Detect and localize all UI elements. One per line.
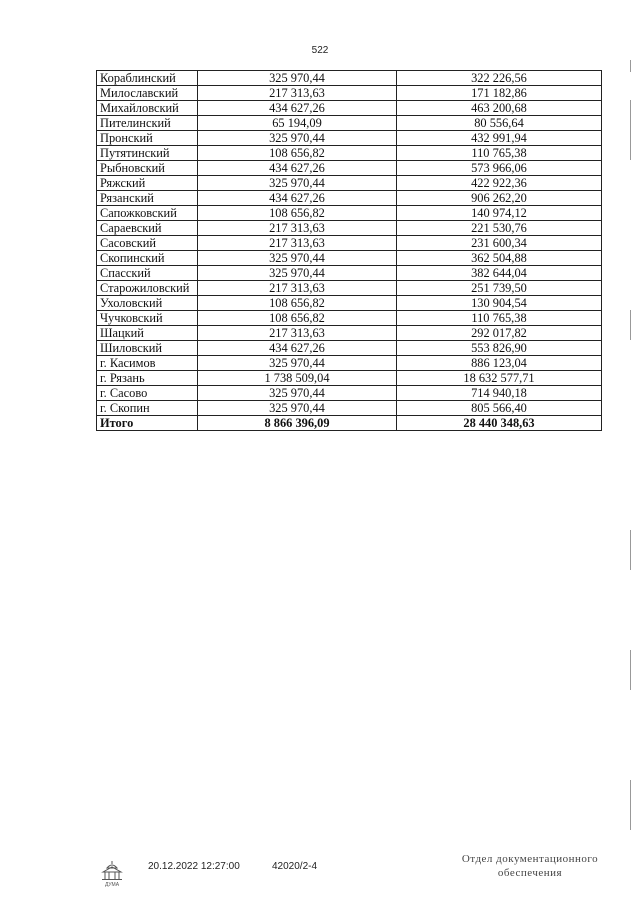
district-name: Скопинский (97, 251, 198, 266)
value-1: 325 970,44 (198, 266, 397, 281)
department-stamp (440, 852, 620, 880)
table-row (97, 191, 602, 206)
value-2: 714 940,18 (397, 386, 602, 401)
document-number: 42020/2-4 (272, 861, 318, 872)
value-1: 434 627,26 (198, 101, 397, 116)
table-row (97, 326, 602, 341)
district-name: г. Скопин (97, 401, 198, 416)
value-1: 108 656,82 (198, 146, 397, 161)
value-1: 434 627,26 (198, 161, 397, 176)
value-2: 110 765,38 (397, 146, 602, 161)
value-2: 382 644,04 (397, 266, 602, 281)
value-1: 217 313,63 (198, 86, 397, 101)
table-row (97, 236, 602, 251)
value-1: 325 970,44 (198, 386, 397, 401)
value-2: 573 966,06 (397, 161, 602, 176)
table-row (97, 161, 602, 176)
district-name: Рыбновский (97, 161, 198, 176)
value-1: 108 656,82 (198, 311, 397, 326)
value-1: 217 313,63 (198, 221, 397, 236)
table-row (97, 131, 602, 146)
value-1: 1 738 509,04 (198, 371, 397, 386)
table-row (97, 71, 602, 86)
district-name: Ряжский (97, 176, 198, 191)
district-name: Ухоловский (97, 296, 198, 311)
value-2: 906 262,20 (397, 191, 602, 206)
district-name: Сараевский (97, 221, 198, 236)
value-2: 140 974,12 (397, 206, 602, 221)
table-row (97, 116, 602, 131)
value-2: 130 904,54 (397, 296, 602, 311)
stamp-line-2: обеспечения (497, 867, 563, 879)
value-1: 325 970,44 (198, 71, 397, 86)
district-name: г. Касимов (97, 356, 198, 371)
value-2: 251 739,50 (397, 281, 602, 296)
table-row (97, 371, 602, 386)
table-row (97, 251, 602, 266)
district-name: Шацкий (97, 326, 198, 341)
scan-edge-marks (628, 60, 634, 840)
table-row (97, 356, 602, 371)
district-name: Пителинский (97, 116, 198, 131)
value-2: 432 991,94 (397, 131, 602, 146)
table-row (97, 176, 602, 191)
district-name: Сасовский (97, 236, 198, 251)
table-body (97, 71, 602, 431)
district-name: г. Сасово (97, 386, 198, 401)
table-row (97, 101, 602, 116)
table-row (97, 341, 602, 356)
value-2: 231 600,34 (397, 236, 602, 251)
value-1: 217 313,63 (198, 236, 397, 251)
budget-table (96, 70, 602, 431)
table-row (97, 146, 602, 161)
table-row (97, 206, 602, 221)
table-row (97, 296, 602, 311)
district-name: Милославский (97, 86, 198, 101)
value-2: 422 922,36 (397, 176, 602, 191)
table-row (97, 281, 602, 296)
table-row (97, 311, 602, 326)
district-name: Спасский (97, 266, 198, 281)
duma-building-icon (99, 859, 125, 887)
value-2: 886 123,04 (397, 356, 602, 371)
value-1: 65 194,09 (198, 116, 397, 131)
value-1: 434 627,26 (198, 341, 397, 356)
value-2: 463 200,68 (397, 101, 602, 116)
value-2: 18 632 577,71 (397, 371, 602, 386)
district-name: Чучковский (97, 311, 198, 326)
value-1: 217 313,63 (198, 326, 397, 341)
total-row (97, 416, 602, 431)
district-name: Кораблинский (97, 71, 198, 86)
table-row (97, 266, 602, 281)
value-2: 292 017,82 (397, 326, 602, 341)
value-2: 362 504,88 (397, 251, 602, 266)
value-1: 217 313,63 (198, 281, 397, 296)
district-name: Рязанский (97, 191, 198, 206)
table-row (97, 86, 602, 101)
page-footer (0, 855, 640, 895)
logo-text: ДУМА (104, 882, 120, 887)
value-1: 325 970,44 (198, 251, 397, 266)
page-number: 522 (311, 45, 329, 56)
district-name: Старожиловский (97, 281, 198, 296)
district-name: Пронский (97, 131, 198, 146)
value-2: 805 566,40 (397, 401, 602, 416)
total-value-1: 8 866 396,09 (198, 416, 397, 431)
table-row (97, 401, 602, 416)
value-1: 325 970,44 (198, 356, 397, 371)
value-2: 221 530,76 (397, 221, 602, 236)
district-name: Путятинский (97, 146, 198, 161)
value-1: 434 627,26 (198, 191, 397, 206)
timestamp: 20.12.2022 12:27:00 (148, 861, 240, 872)
value-1: 325 970,44 (198, 131, 397, 146)
total-label: Итого (97, 416, 198, 431)
district-name: Михайловский (97, 101, 198, 116)
value-2: 553 826,90 (397, 341, 602, 356)
value-2: 322 226,56 (397, 71, 602, 86)
district-name: Сапожковский (97, 206, 198, 221)
value-1: 325 970,44 (198, 176, 397, 191)
value-2: 80 556,64 (397, 116, 602, 131)
stamp-line-1: Отдел документационного (461, 853, 599, 865)
table-row (97, 386, 602, 401)
table-row (97, 221, 602, 236)
value-1: 325 970,44 (198, 401, 397, 416)
value-2: 110 765,38 (397, 311, 602, 326)
district-name: Шиловский (97, 341, 198, 356)
value-1: 108 656,82 (198, 296, 397, 311)
value-1: 108 656,82 (198, 206, 397, 221)
total-value-2: 28 440 348,63 (397, 416, 602, 431)
district-name: г. Рязань (97, 371, 198, 386)
value-2: 171 182,86 (397, 86, 602, 101)
